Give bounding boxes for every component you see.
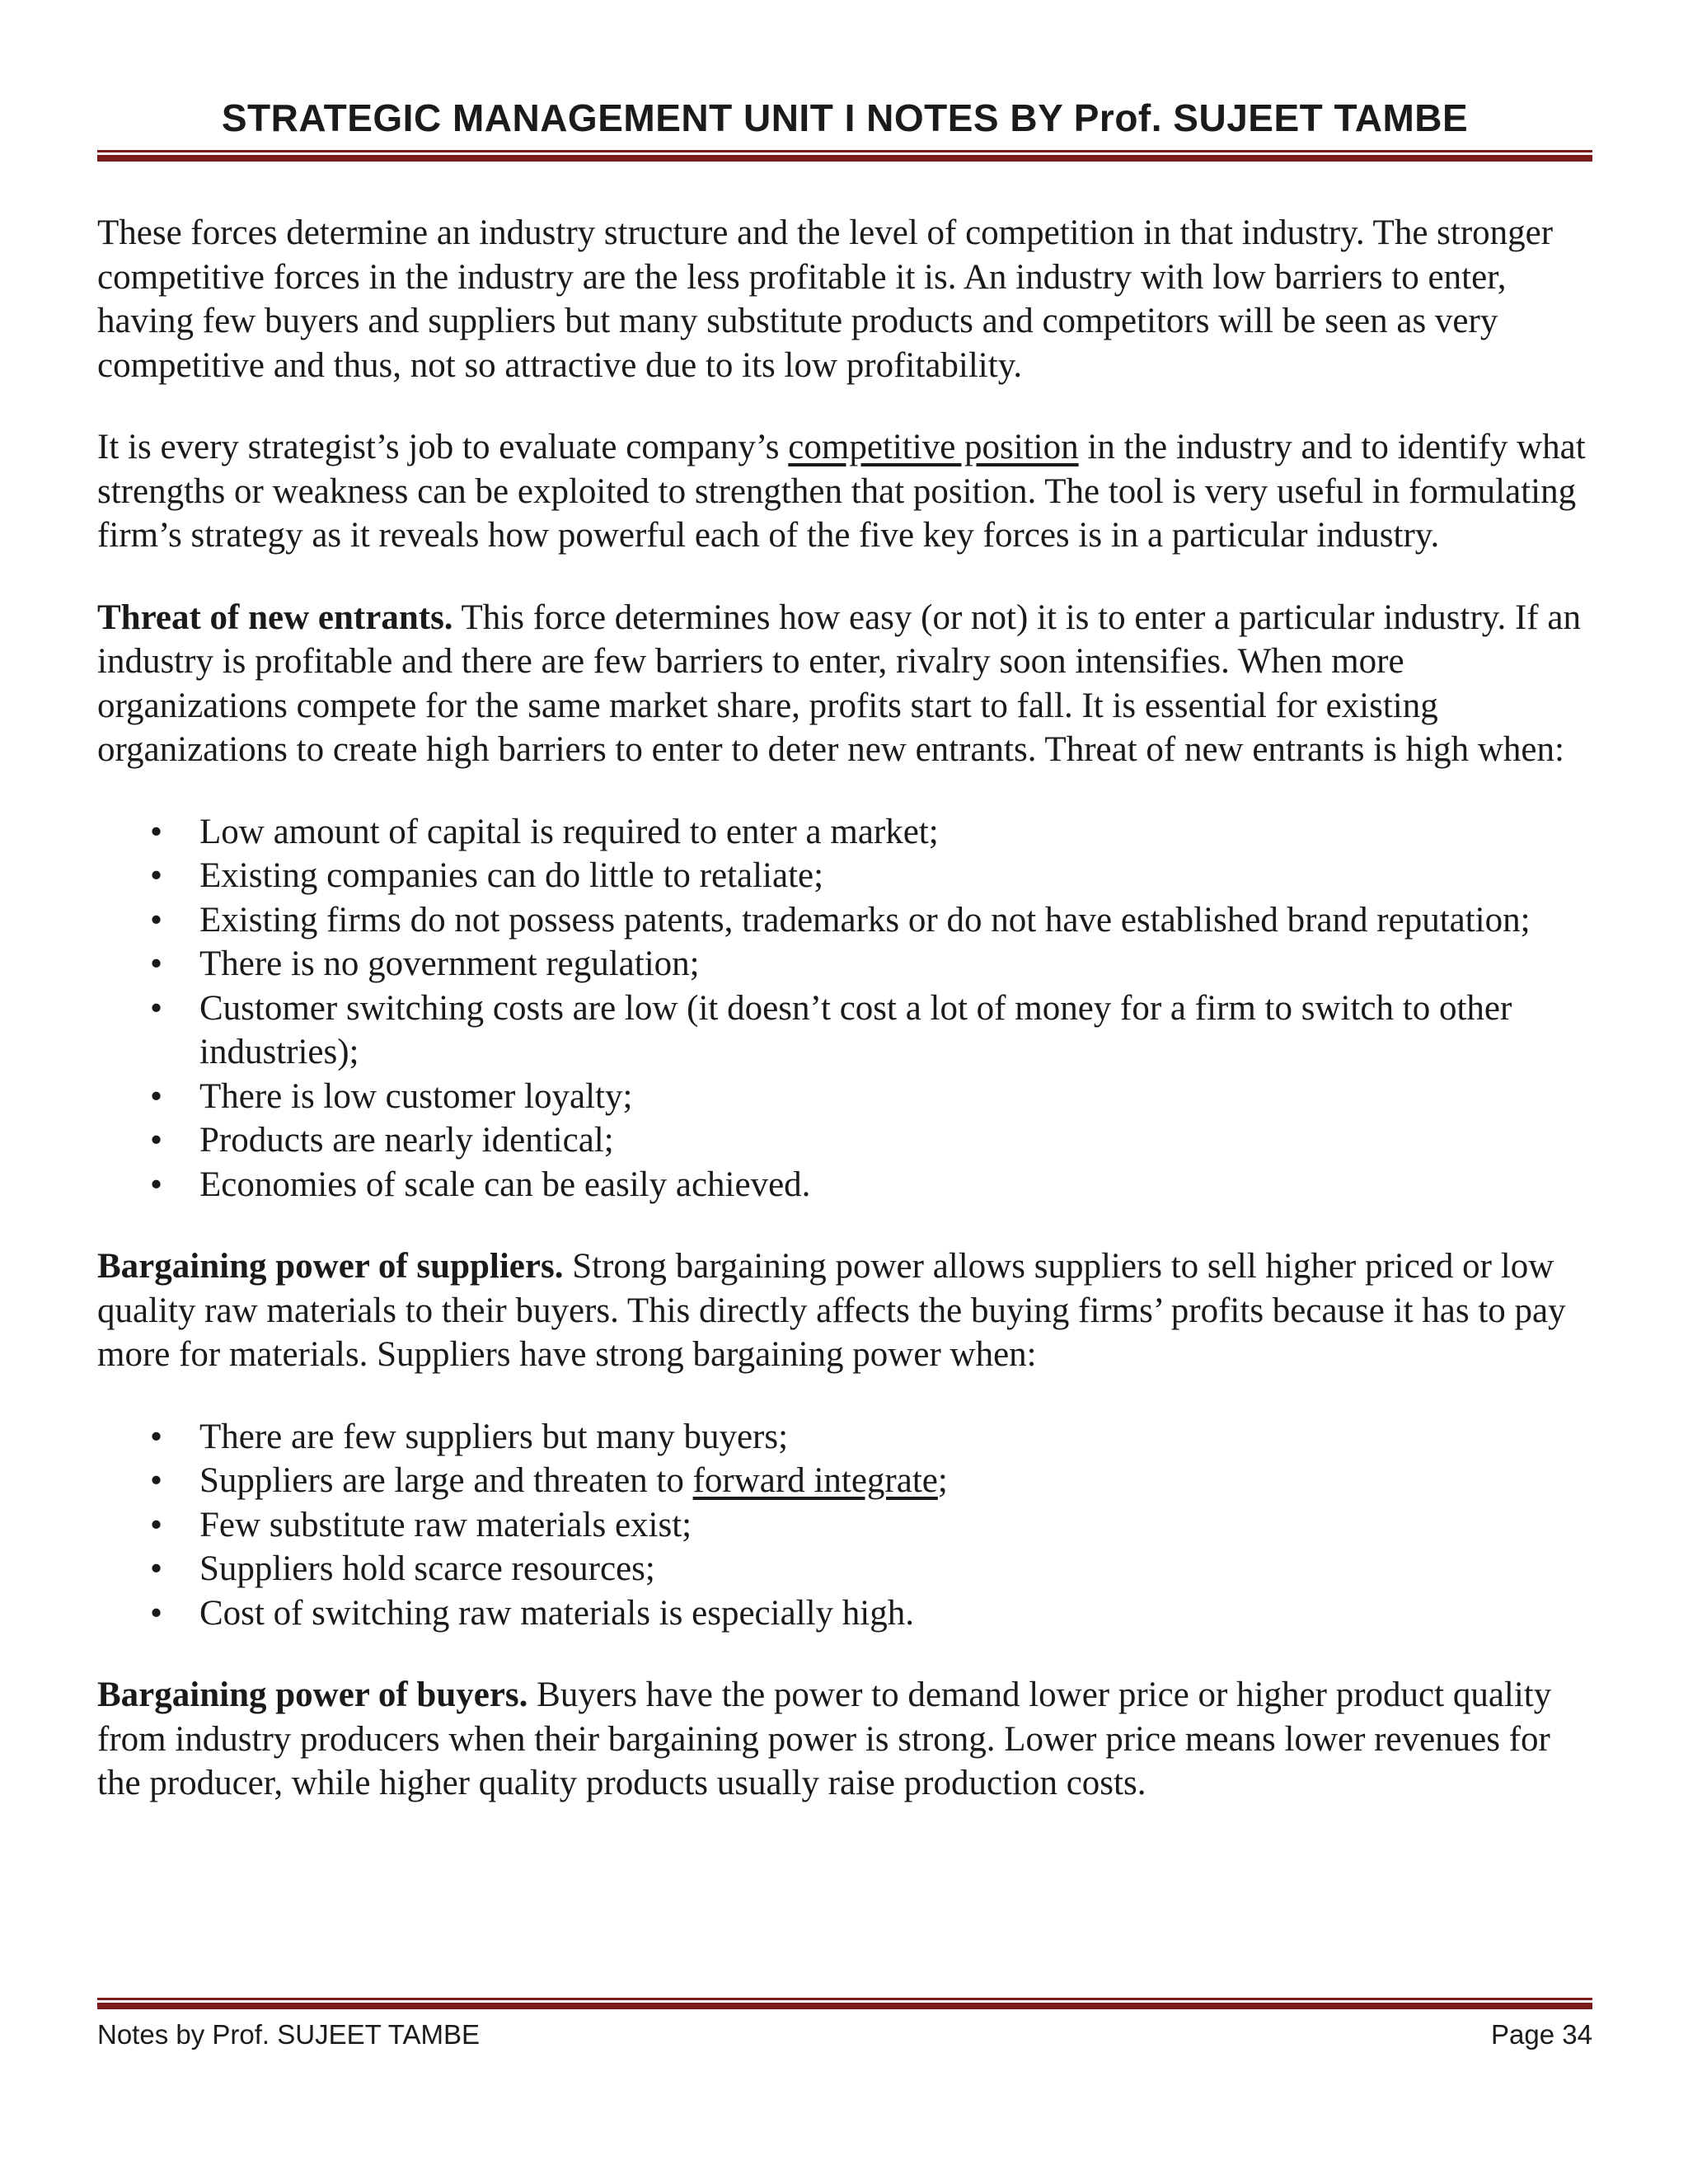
forward-integrate-link[interactable]: forward integrate <box>692 1461 938 1500</box>
section-heading-buyers: Bargaining power of buyers. <box>97 1675 528 1714</box>
suppliers-bullet-list <box>97 1415 1592 1636</box>
list-item: • Few substitute raw materials exist; <box>97 1503 1592 1548</box>
paragraph <box>97 596 1592 772</box>
bullet-icon: • <box>150 1121 163 1160</box>
bullet-icon: • <box>150 1549 163 1588</box>
page-footer <box>97 1998 1592 2050</box>
bullet-icon: • <box>150 1505 163 1544</box>
document-body <box>97 211 1592 1806</box>
footer-author: Notes by Prof. SUJEET TAMBE <box>97 2019 480 2050</box>
section-heading-suppliers: Bargaining power of suppliers. <box>97 1247 564 1286</box>
page-header-title: STRATEGIC MANAGEMENT UNIT I NOTES BY Prof. SUJEET TAMBE <box>221 96 1469 139</box>
list-item: • There is low customer loyalty; <box>97 1075 1592 1119</box>
bullet-icon: • <box>150 1593 163 1633</box>
list-item: • Low amount of capital is required to enter a market; <box>97 810 1592 855</box>
bullet-icon: • <box>150 812 163 851</box>
list-item: • Cost of switching raw materials is especially high. <box>97 1591 1592 1636</box>
section-heading-new-entrants: Threat of new entrants. <box>97 598 453 637</box>
bullet-icon: • <box>150 856 163 895</box>
paragraph <box>97 1673 1592 1806</box>
footer-rule <box>97 1998 1592 2009</box>
bullet-icon: • <box>150 900 163 940</box>
list-item: • Suppliers hold scarce resources; <box>97 1547 1592 1591</box>
bullet-icon: • <box>150 1461 163 1500</box>
paragraph <box>97 425 1592 558</box>
bullet-icon: • <box>150 1165 163 1204</box>
list-item: • Existing firms do not possess patents, trademarks or do not have established brand reputation; <box>97 898 1592 943</box>
entrants-bullet-list <box>97 810 1592 1207</box>
competitive-position-link[interactable]: competitive position <box>788 428 1079 466</box>
bullet-icon: • <box>150 988 163 1028</box>
bullet-icon: • <box>150 944 163 983</box>
paragraph-text: This force determines how easy (or not) it is to enter a particular industry. If an industry is profitable and there are few barriers to enter, rivalry soon intensifies. When more organizations compete for the same market share, profits start to fall. It is essential for existing organizations to create high barriers to enter to deter new entrants. Threat of new entrants is high when: <box>97 598 1581 769</box>
list-item: • Economies of scale can be easily achieved. <box>97 1163 1592 1207</box>
paragraph: These forces determine an industry structure and the level of competition in that industry. The stronger competitive forces in the industry are the less profitable it is. An industry with low barriers to enter, having few buyers and suppliers but many substitute products and competitors will be seen as very competitive and thus, not so attractive due to its low profitability. <box>97 213 1554 385</box>
list-item: • Customer switching costs are low (it doesn’t cost a lot of money for a firm to switch to other industries); <box>97 987 1592 1075</box>
paragraph <box>97 1244 1592 1377</box>
bullet-icon: • <box>150 1076 163 1116</box>
paragraph-text: Buyers have the power to demand lower price or higher product quality from industry producers when their bargaining power is strong. Lower price means lower revenues for the producer, while higher quality products usually raise production costs. <box>97 1675 1552 1802</box>
page-number: Page 34 <box>1491 2019 1592 2050</box>
paragraph-text: in the industry and to identify what strengths or weakness can be exploited to strengthen that position. The tool is very useful in formulating firm’s strategy as it reveals how powerful each of the five key forces is in a particular industry. <box>97 428 1586 555</box>
bullet-icon: • <box>150 1417 163 1456</box>
page <box>97 96 1592 1844</box>
list-item: • Suppliers are large and threaten to forward integrate; <box>97 1459 1592 1503</box>
list-item: • Products are nearly identical; <box>97 1118 1592 1163</box>
paragraph-text: Strong bargaining power allows suppliers to sell higher priced or low quality raw materials to their buyers. This directly affects the buying firms’ profits because it has to pay more for materials. Suppliers have strong bargaining power when: <box>97 1247 1566 1374</box>
list-item: • There are few suppliers but many buyers; <box>97 1415 1592 1460</box>
list-item: • Existing companies can do little to retaliate; <box>97 854 1592 898</box>
list-item: • There is no government regulation; <box>97 942 1592 987</box>
paragraph-text: It is every strategist’s job to evaluate company’s <box>97 428 789 466</box>
header-rule <box>97 150 1592 162</box>
